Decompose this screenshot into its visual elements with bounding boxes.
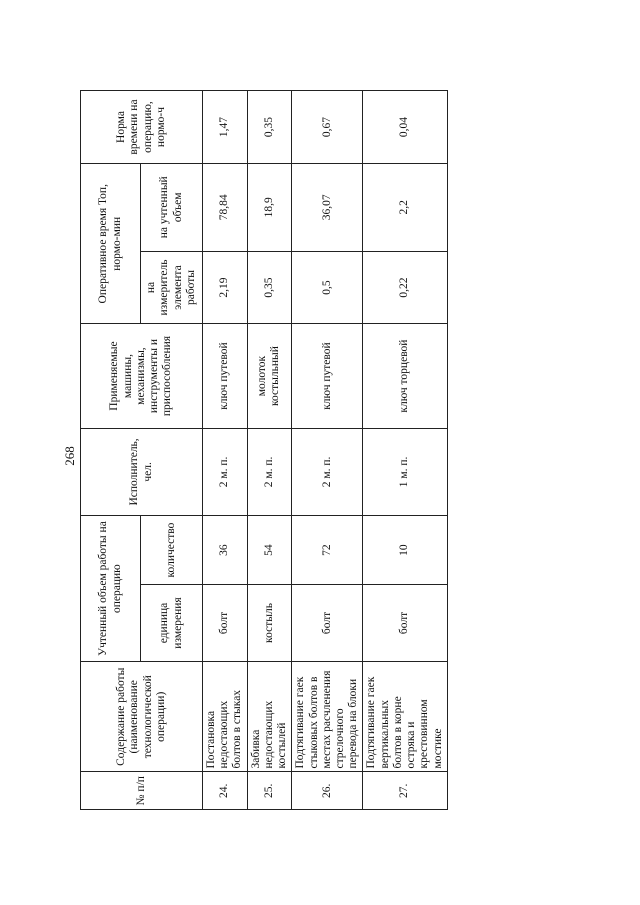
cell-content: Постановка недостающих болтов в стыках [203,662,248,772]
cell-unit: костыль [247,584,292,661]
cell-per-element: 0,35 [247,251,292,324]
cell-quantity: 36 [203,516,248,585]
header-per-volume: на учтенный объем [141,164,203,252]
cell-norm: 1,47 [203,91,248,164]
cell-per-element: 0,5 [292,251,363,324]
cell-performer: 2 м. п. [292,428,363,516]
cell-unit: болт [292,584,363,661]
cell-per-volume: 36,07 [292,164,363,252]
cell-tools: ключ торцевой [363,324,447,428]
cell-norm: 0,04 [363,91,447,164]
cell-unit: болт [203,584,248,661]
cell-per-volume: 18,9 [247,164,292,252]
cell-unit: болт [363,584,447,661]
header-volume-group: Учтенный объем работы на операцию [81,516,141,662]
header-num: № п/п [81,772,203,810]
table-row [247,91,292,810]
table-row [203,91,248,810]
cell-performer: 2 м. п. [247,428,292,516]
cell-per-volume: 2,2 [363,164,447,252]
cell-norm: 0,35 [247,91,292,164]
cell-content: Подтягивание гаек стыковых болтов в местах расчленения стрелочного перевода на блоки [292,662,363,772]
cell-per-element: 0,22 [363,251,447,324]
cell-num: 24. [203,772,248,810]
table-row [292,91,363,810]
cell-performer: 1 м. п. [363,428,447,516]
header-performer: Исполнитель, чел. [81,428,203,516]
header-optime-group: Оперативное время Топ, нормо-мин [81,164,141,324]
header-unit: единица измерения [141,584,203,661]
cell-content: Подтягивание гаек вертикальных болтов в корне остряка и крестовинном мостике [363,662,447,772]
cell-num: 26. [292,772,363,810]
header-norm: Норма времени на операцию, нормо-ч [81,91,203,164]
cell-num: 27. [363,772,447,810]
cell-per-volume: 78,84 [203,164,248,252]
cell-norm: 0,67 [292,91,363,164]
page-number: 268 [61,446,77,466]
cell-quantity: 54 [247,516,292,585]
norm-table [80,90,448,810]
table-row [363,91,447,810]
cell-num: 25. [247,772,292,810]
cell-content: Забивка недостающих костылей [247,662,292,772]
header-quantity: количество [141,516,203,585]
header-per-element: на измеритель элемента работы [141,251,203,324]
cell-tools: ключ путевой [292,324,363,428]
rotated-norm-table [80,90,444,810]
cell-performer: 2 м. п. [203,428,248,516]
cell-quantity: 10 [363,516,447,585]
header-tools: Применяемые машины, механизмы, инструменты и приспособления [81,324,203,428]
cell-quantity: 72 [292,516,363,585]
cell-tools: ключ путевой [203,324,248,428]
cell-tools: молоток костыльный [247,324,292,428]
header-content: Содержание работы (наименование технологической операции) [81,662,203,772]
cell-per-element: 2,19 [203,251,248,324]
